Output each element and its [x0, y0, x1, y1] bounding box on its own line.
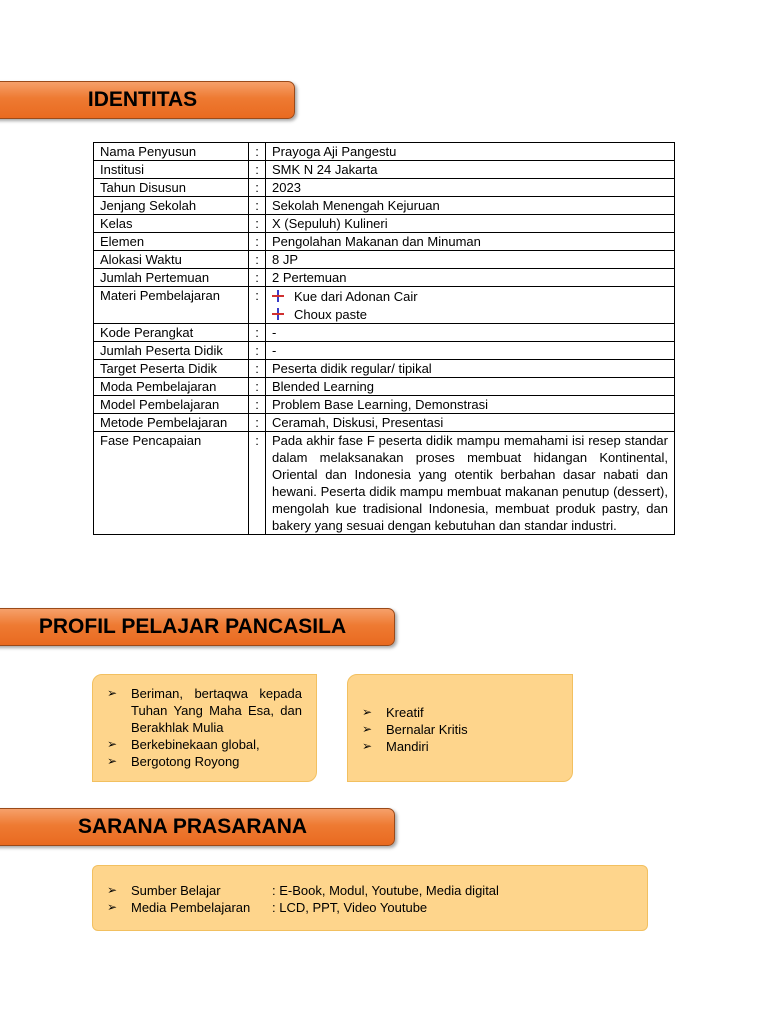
sarana-value: : LCD, PPT, Video Youtube [272, 900, 428, 915]
list-item [107, 899, 633, 916]
row-label: Institusi [94, 161, 249, 179]
row-label: Nama Penyusun [94, 143, 249, 161]
table-row [94, 179, 675, 197]
list-item: ➢ Beriman, bertaqwa kepada Tuhan Yang Maha Esa, dan Berakhlak Mulia [107, 685, 302, 736]
table-row [94, 287, 675, 324]
row-separator: : [249, 360, 266, 378]
row-label: Target Peserta Didik [94, 360, 249, 378]
table-row [94, 233, 675, 251]
table-row [94, 360, 675, 378]
table-row [94, 324, 675, 342]
row-label: Jenjang Sekolah [94, 197, 249, 215]
row-separator: : [249, 197, 266, 215]
list-item: ➢ Bergotong Royong [107, 753, 302, 770]
fase-pencapaian-text: Pada akhir fase F peserta didik mampu memahami isi resep standar dalam melaksanakan proses membuat hidangan Kontinental, Oriental dan Indonesia yang otentik berbahan dasar nabati dan hewani. Peserta didik mampu membuat makanan penutup (dessert), mengolah kue tradisional Indonesia, membuat produk pastry, dan bakery yang sesuai dengan kebutuhan dan standar industri. [266, 432, 675, 535]
table-row [94, 143, 675, 161]
row-label: Moda Pembelajaran [94, 378, 249, 396]
row-value: Prayoga Aji Pangestu [266, 143, 675, 161]
row-separator: : [249, 269, 266, 287]
row-separator: : [249, 414, 266, 432]
table-row [94, 251, 675, 269]
row-label: Jumlah Peserta Didik [94, 342, 249, 360]
identitas-table [93, 142, 675, 535]
row-value: X (Sepuluh) Kulineri [266, 215, 675, 233]
list-item: ➢ Berkebinekaan global, [107, 736, 302, 753]
profil-box-right [347, 674, 573, 782]
list-item: ➢ Mandiri [362, 738, 558, 755]
row-separator: : [249, 287, 266, 324]
table-row [94, 396, 675, 414]
row-separator: : [249, 179, 266, 197]
materi-list [266, 287, 675, 324]
row-separator: : [249, 324, 266, 342]
row-value: 2 Pertemuan [266, 269, 675, 287]
row-value: Sekolah Menengah Kejuruan [266, 197, 675, 215]
row-label: Model Pembelajaran [94, 396, 249, 414]
table-row [94, 378, 675, 396]
row-label: Fase Pencapaian [94, 432, 249, 535]
table-row [94, 161, 675, 179]
identitas-heading: IDENTITAS [0, 81, 295, 119]
table-row [94, 342, 675, 360]
list-item: ➢ Bernalar Kritis [362, 721, 558, 738]
materi-item-label: Kue dari Adonan Cair [294, 288, 418, 304]
profil-box-left [92, 674, 317, 782]
row-label: Kelas [94, 215, 249, 233]
row-separator: : [249, 215, 266, 233]
row-label: Elemen [94, 233, 249, 251]
row-value: Ceramah, Diskusi, Presentasi [266, 414, 675, 432]
four-arrow-bullet-icon [272, 290, 284, 302]
sarana-value: : E-Book, Modul, Youtube, Media digital [272, 883, 499, 898]
table-row [94, 197, 675, 215]
row-value: Peserta didik regular/ tipikal [266, 360, 675, 378]
row-separator: : [249, 143, 266, 161]
list-item [107, 882, 633, 899]
sarana-heading: SARANA PRASARANA [0, 808, 395, 846]
list-item: ➢ Kreatif [362, 704, 558, 721]
table-row [94, 269, 675, 287]
materi-item-label: Choux paste [294, 306, 367, 322]
sarana-key: ➢ Media Pembelajaran [131, 900, 251, 915]
row-separator: : [249, 233, 266, 251]
row-separator: : [249, 161, 266, 179]
table-row [94, 432, 675, 535]
four-arrow-bullet-icon [272, 308, 284, 320]
row-separator: : [249, 432, 266, 535]
sarana-key: ➢ Sumber Belajar [131, 883, 221, 898]
list-item [272, 287, 668, 305]
row-label: Tahun Disusun [94, 179, 249, 197]
row-value: Blended Learning [266, 378, 675, 396]
profil-heading: PROFIL PELAJAR PANCASILA [0, 608, 395, 646]
row-label: Alokasi Waktu [94, 251, 249, 269]
row-separator: : [249, 396, 266, 414]
row-value: 2023 [266, 179, 675, 197]
table-row [94, 215, 675, 233]
row-value: - [266, 324, 675, 342]
row-value: - [266, 342, 675, 360]
row-separator: : [249, 251, 266, 269]
list-item [272, 305, 668, 323]
row-value: 8 JP [266, 251, 675, 269]
row-label: Materi Pembelajaran [94, 287, 249, 324]
row-value: Problem Base Learning, Demonstrasi [266, 396, 675, 414]
row-label: Jumlah Pertemuan [94, 269, 249, 287]
row-label: Kode Perangkat [94, 324, 249, 342]
row-label: Metode Pembelajaran [94, 414, 249, 432]
sarana-box [92, 865, 648, 931]
row-separator: : [249, 378, 266, 396]
row-separator: : [249, 342, 266, 360]
row-value: SMK N 24 Jakarta [266, 161, 675, 179]
row-value: Pengolahan Makanan dan Minuman [266, 233, 675, 251]
table-row [94, 414, 675, 432]
